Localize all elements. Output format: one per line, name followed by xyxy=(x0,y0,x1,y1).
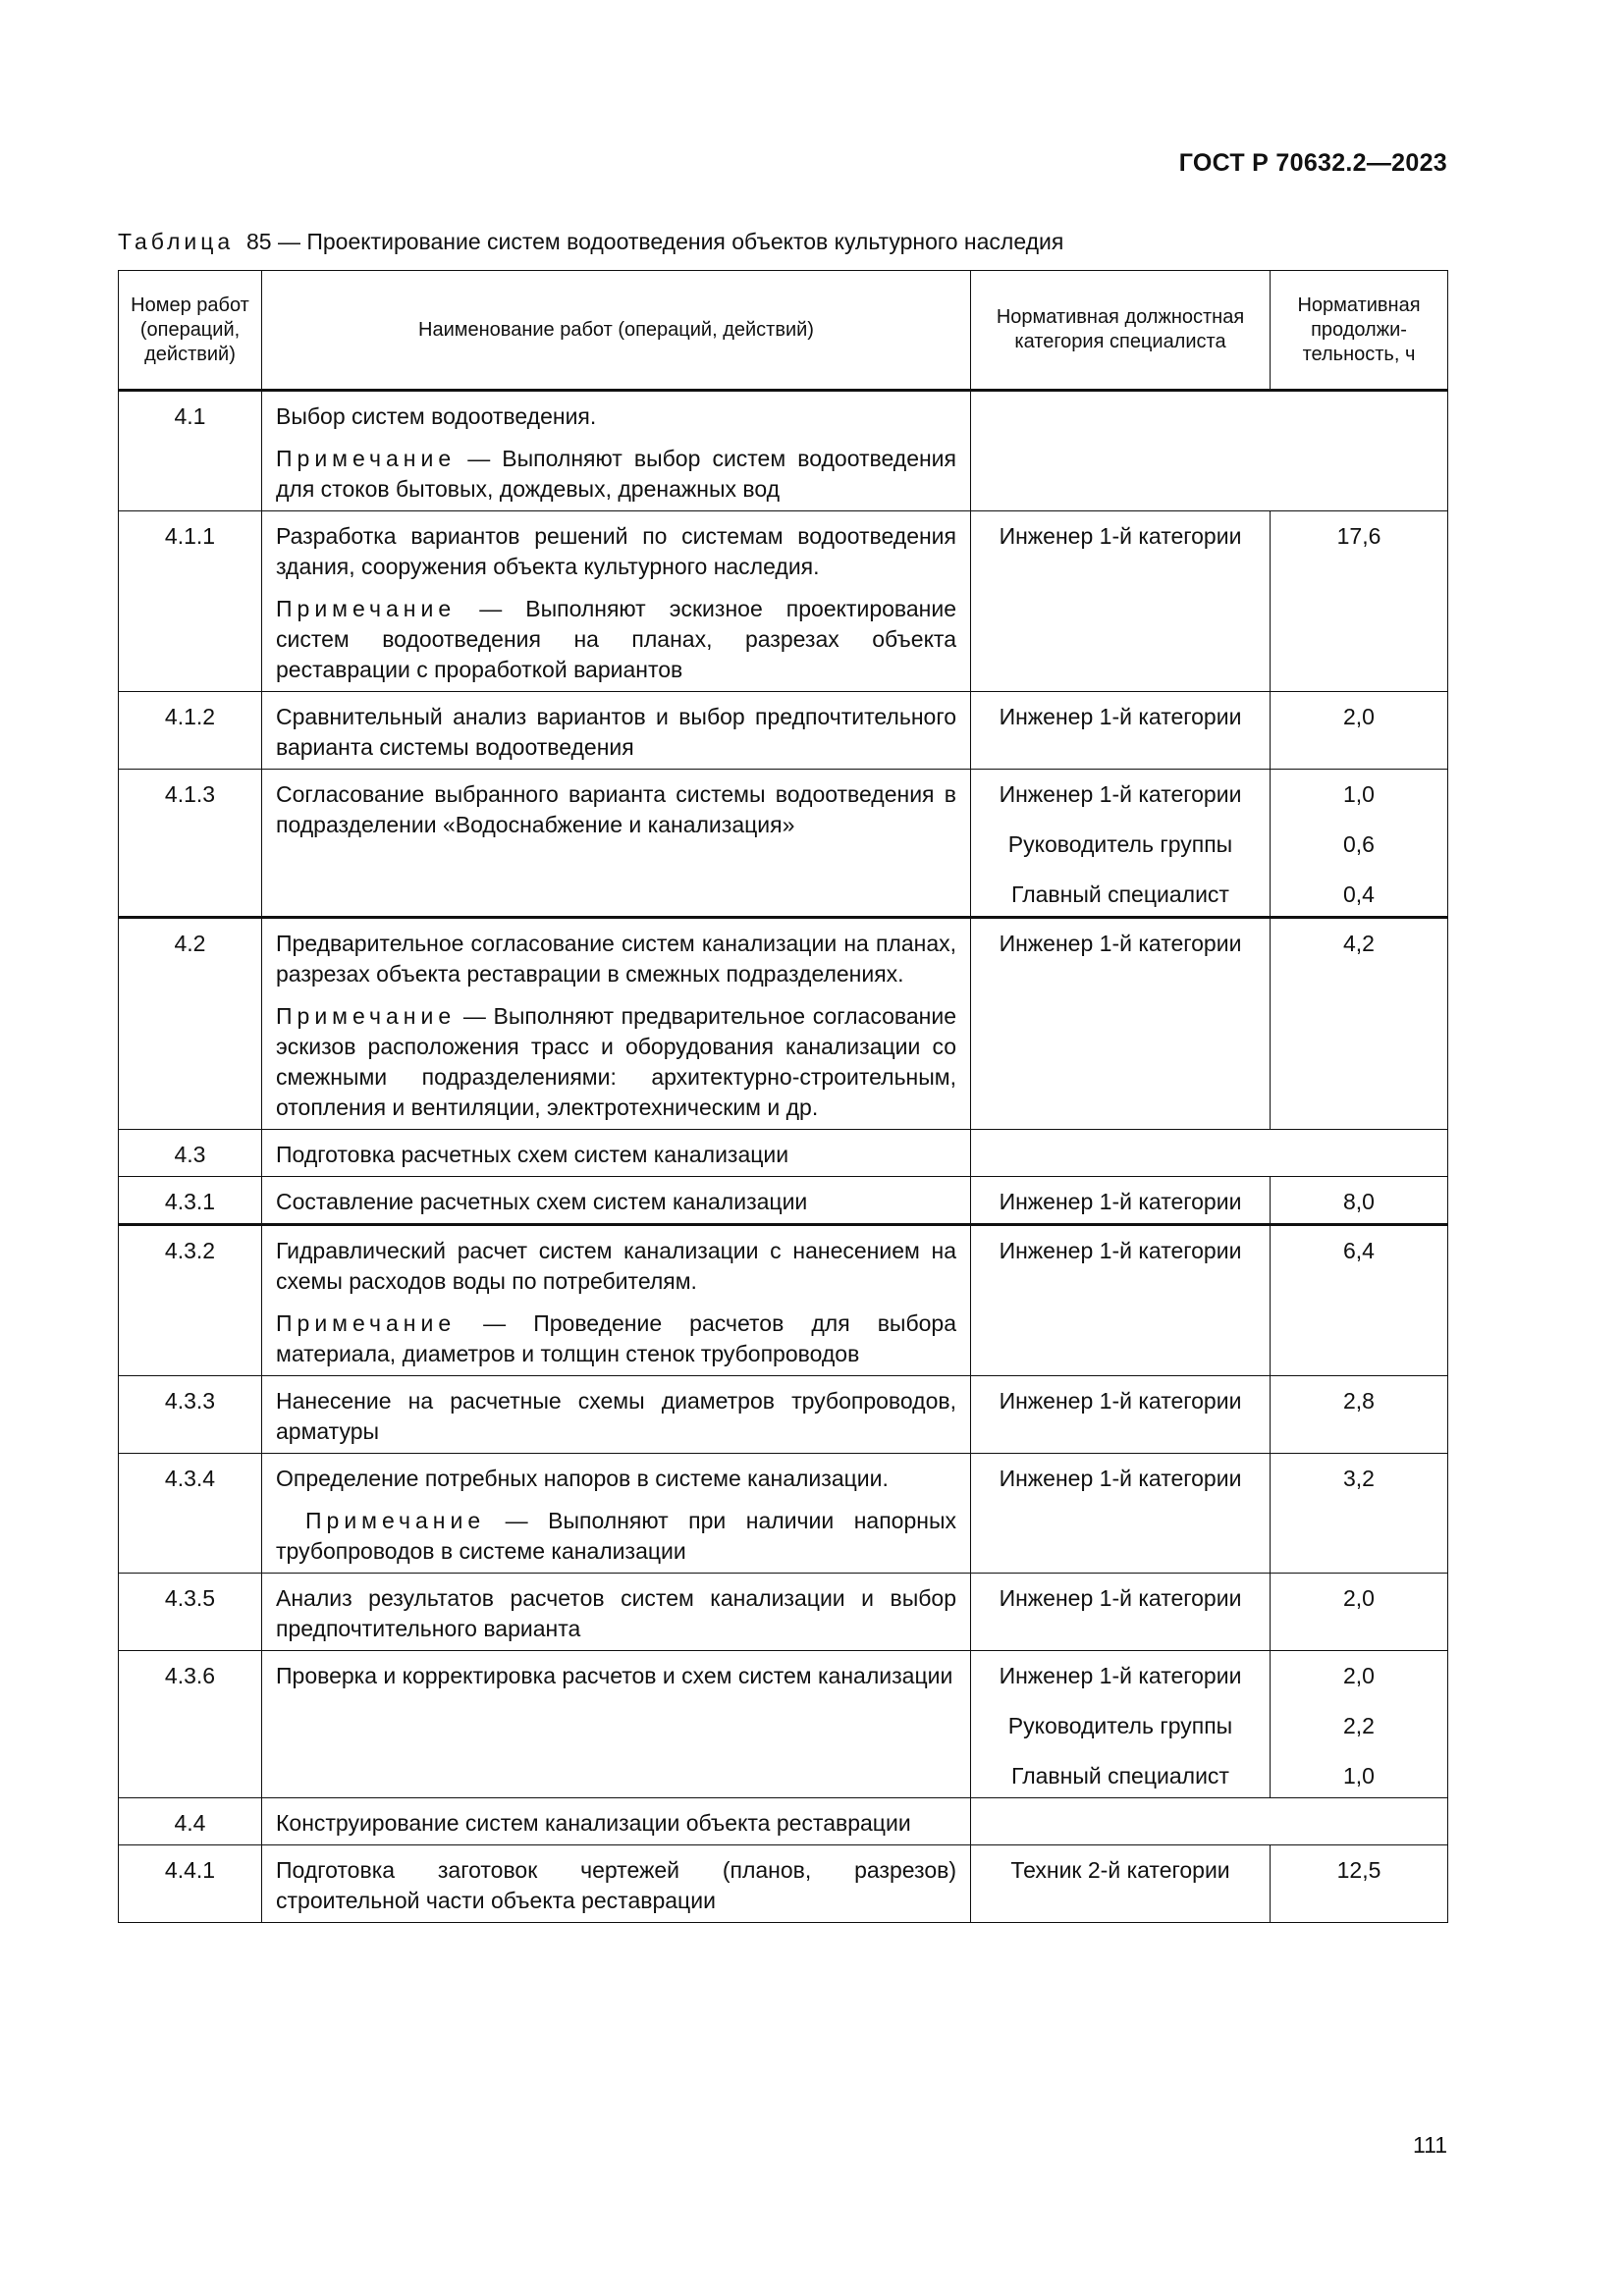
specialist-category xyxy=(971,1376,1271,1454)
work-description xyxy=(262,918,971,1130)
work-number: 4.3.5 xyxy=(119,1574,262,1651)
work-description xyxy=(262,1798,971,1845)
work-description xyxy=(262,770,971,918)
work-description xyxy=(262,1177,971,1225)
work-description xyxy=(262,391,971,511)
works-table xyxy=(118,270,1448,1923)
work-duration xyxy=(1271,918,1448,1130)
work-number: 4.3.3 xyxy=(119,1376,262,1454)
work-title: Анализ результатов расчетов систем канализации и выбор предпочтительного варианта xyxy=(276,1585,956,1641)
category-value: Инженер 1-й категории xyxy=(999,1663,1242,1688)
duration-value: 1,0 xyxy=(1343,781,1375,807)
table-row xyxy=(119,1376,1448,1454)
work-number: 4.1.3 xyxy=(119,770,262,918)
duration-value: 3,2 xyxy=(1343,1466,1375,1491)
work-number: 4.3.2 xyxy=(119,1225,262,1376)
table-row xyxy=(119,918,1448,1130)
work-description xyxy=(262,511,971,692)
duration-value: 4,2 xyxy=(1343,931,1375,956)
work-title: Разработка вариантов решений по системам водоотведения здания, сооружения объекта культурного наследия. xyxy=(276,523,956,579)
empty-cell xyxy=(971,391,1448,511)
document-code: ГОСТ Р 70632.2—2023 xyxy=(1178,149,1447,177)
work-title: Проверка и корректировка расчетов и схем систем канализации xyxy=(276,1663,953,1688)
category-value: Инженер 1-й категории xyxy=(999,1238,1242,1263)
duration-value: 2,2 xyxy=(1343,1713,1375,1738)
specialist-category xyxy=(971,770,1271,918)
header-num: Номер работ (операций, действий) xyxy=(119,271,262,391)
work-duration xyxy=(1271,511,1448,692)
caption-text: 85 — Проектирование систем водоотведения объектов культурного наследия xyxy=(245,229,1064,254)
specialist-category xyxy=(971,1225,1271,1376)
empty-cell xyxy=(971,1130,1448,1177)
table-row xyxy=(119,692,1448,770)
note-text: — Выполняют при наличии напорных трубопроводов в системе канализации xyxy=(276,1508,956,1564)
duration-value: 17,6 xyxy=(1336,523,1381,549)
work-number: 4.3.1 xyxy=(119,1177,262,1225)
work-title: Предварительное согласование систем канализации на планах, разрезах объекта реставрации в смежных подразделениях. xyxy=(276,931,956,987)
work-duration xyxy=(1271,770,1448,918)
table-row xyxy=(119,511,1448,692)
specialist-category xyxy=(971,1177,1271,1225)
work-title: Конструирование систем канализации объекта реставрации xyxy=(276,1810,911,1836)
specialist-category xyxy=(971,1454,1271,1574)
table-row xyxy=(119,1845,1448,1923)
category-value: Руководитель группы xyxy=(1007,1713,1233,1738)
specialist-category xyxy=(971,918,1271,1130)
note-text: — Выполняют эскизное проектирование систем водоотведения на планах, разрезах объекта реставрации с проработкой вариантов xyxy=(276,596,956,682)
work-duration xyxy=(1271,1225,1448,1376)
work-number: 4.4.1 xyxy=(119,1845,262,1923)
header-category: Нормативная должностная категория специалиста xyxy=(971,271,1271,391)
note-label: Примечание xyxy=(305,1508,486,1533)
work-title: Составление расчетных схем систем канализации xyxy=(276,1189,808,1214)
category-value: Инженер 1-й категории xyxy=(999,781,1242,807)
table-row xyxy=(119,1798,1448,1845)
work-number: 4.3 xyxy=(119,1130,262,1177)
category-value: Техник 2-й категории xyxy=(1010,1857,1230,1883)
work-duration xyxy=(1271,1376,1448,1454)
table-row xyxy=(119,1454,1448,1574)
duration-value: 2,0 xyxy=(1343,704,1375,729)
work-duration xyxy=(1271,1574,1448,1651)
work-description xyxy=(262,692,971,770)
work-title: Нанесение на расчетные схемы диаметров трубопроводов, арматуры xyxy=(276,1388,956,1444)
duration-value: 1,0 xyxy=(1343,1763,1375,1789)
work-title: Подготовка расчетных схем систем канализации xyxy=(276,1142,789,1167)
work-note xyxy=(276,1506,956,1567)
duration-value: 0,4 xyxy=(1343,881,1375,907)
category-value: Инженер 1-й категории xyxy=(999,523,1242,549)
work-description xyxy=(262,1454,971,1574)
header-name: Наименование работ (операций, действий) xyxy=(262,271,971,391)
note-text: — Проведение расчетов для выбора материала, диаметров и толщин стенок трубопроводов xyxy=(276,1310,956,1366)
table-row xyxy=(119,1130,1448,1177)
note-label: Примечание xyxy=(276,446,457,471)
duration-value: 2,0 xyxy=(1343,1585,1375,1611)
work-duration xyxy=(1271,1845,1448,1923)
work-title: Подготовка заготовок чертежей (планов, разрезов) строительной части объекта реставрации xyxy=(276,1857,956,1913)
duration-value: 8,0 xyxy=(1343,1189,1375,1214)
empty-cell xyxy=(971,1798,1448,1845)
table-row xyxy=(119,1651,1448,1798)
specialist-category xyxy=(971,1574,1271,1651)
category-value: Инженер 1-й категории xyxy=(999,1189,1242,1214)
work-description xyxy=(262,1845,971,1923)
work-description xyxy=(262,1225,971,1376)
work-note xyxy=(276,1001,956,1123)
work-number: 4.3.4 xyxy=(119,1454,262,1574)
specialist-category xyxy=(971,511,1271,692)
work-title: Гидравлический расчет систем канализации с нанесением на схемы расходов воды по потребителям. xyxy=(276,1238,956,1294)
work-number: 4.2 xyxy=(119,918,262,1130)
category-value: Инженер 1-й категории xyxy=(999,1466,1242,1491)
duration-value: 2,0 xyxy=(1343,1663,1375,1688)
table-row xyxy=(119,391,1448,511)
header-duration: Нормативная продолжи-тельность, ч xyxy=(1271,271,1448,391)
work-duration xyxy=(1271,1454,1448,1574)
table-row xyxy=(119,1225,1448,1376)
work-description xyxy=(262,1574,971,1651)
duration-value: 0,6 xyxy=(1343,831,1375,857)
work-number: 4.3.6 xyxy=(119,1651,262,1798)
specialist-category xyxy=(971,1845,1271,1923)
work-note xyxy=(276,444,956,505)
duration-value: 6,4 xyxy=(1343,1238,1375,1263)
note-text: — Выполняют выбор систем водоотведения для стоков бытовых, дождевых, дренажных вод xyxy=(276,446,956,502)
work-duration xyxy=(1271,692,1448,770)
work-description xyxy=(262,1376,971,1454)
work-title: Выбор систем водоотведения. xyxy=(276,403,597,429)
category-value: Инженер 1-й категории xyxy=(999,1585,1242,1611)
specialist-category xyxy=(971,692,1271,770)
table-caption xyxy=(118,229,1063,255)
work-note xyxy=(276,1308,956,1369)
work-title: Сравнительный анализ вариантов и выбор предпочтительного варианта системы водоотведения xyxy=(276,704,956,760)
table-row xyxy=(119,1177,1448,1225)
note-text: — Выполняют предварительное согласование эскизов расположения трасс и оборудования канализации со смежными подразделениями: архитектурно-строительным, отопления и вентиляции, электротехническим и др. xyxy=(276,1003,956,1120)
category-value: Руководитель группы xyxy=(1007,831,1233,857)
duration-value: 2,8 xyxy=(1343,1388,1375,1414)
category-value: Главный специалист xyxy=(1011,881,1229,907)
category-value: Главный специалист xyxy=(1011,1763,1229,1789)
work-description xyxy=(262,1130,971,1177)
work-number: 4.1 xyxy=(119,391,262,511)
work-number: 4.1.1 xyxy=(119,511,262,692)
note-label: Примечание xyxy=(276,1003,457,1029)
category-value: Инженер 1-й категории xyxy=(999,704,1242,729)
category-value: Инженер 1-й категории xyxy=(999,1388,1242,1414)
specialist-category xyxy=(971,1651,1271,1798)
work-duration xyxy=(1271,1651,1448,1798)
duration-value: 12,5 xyxy=(1336,1857,1381,1883)
work-description xyxy=(262,1651,971,1798)
table-row xyxy=(119,1574,1448,1651)
caption-label: Таблица xyxy=(118,229,235,254)
work-duration xyxy=(1271,1177,1448,1225)
note-label: Примечание xyxy=(276,1310,457,1336)
work-title: Определение потребных напоров в системе канализации. xyxy=(276,1466,889,1491)
note-label: Примечание xyxy=(276,596,457,621)
table-row xyxy=(119,770,1448,918)
work-note xyxy=(276,594,956,685)
category-value: Инженер 1-й категории xyxy=(999,931,1242,956)
page-number: 111 xyxy=(1413,2132,1447,2158)
work-number: 4.4 xyxy=(119,1798,262,1845)
table-header-row xyxy=(119,271,1448,391)
work-number: 4.1.2 xyxy=(119,692,262,770)
work-title: Согласование выбранного варианта системы водоотведения в подразделении «Водоснабжение и канализация» xyxy=(276,781,956,837)
